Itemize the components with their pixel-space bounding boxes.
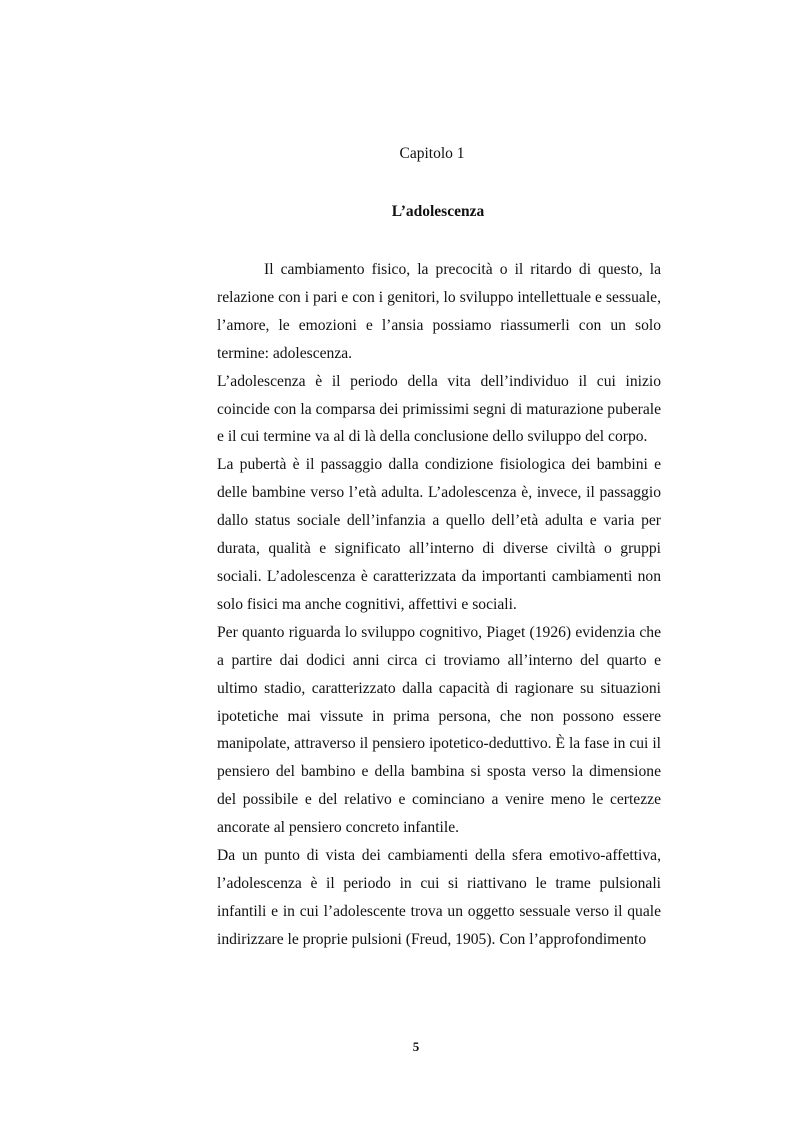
chapter-heading: Capitolo 1 xyxy=(399,145,465,162)
page-number: 5 xyxy=(412,1039,420,1054)
paragraph: Per quanto riguarda lo sviluppo cognitivo, Piaget (1926) evidenzia che a partire dai dodici anni circa ci troviamo all’interno del quarto e ultimo stadio, caratterizzato dalla capacità di ragionare su situazioni ipotetiche mai vissute in prima persona, che non possono essere manipolate, attraverso il pensiero ipotetico-deduttivo. È la fase in cui il pensiero del bambino e della bambina si sposta verso la dimensione del possibile e del relativo e cominciano a venire meno le certezze ancorate al pensiero concreto infantile. xyxy=(217,623,661,837)
paragraph: Il cambiamento fisico, la precocità o il ritardo di questo, la relazione con i pari e con i genitori, lo sviluppo intellettuale e sessuale, l’amore, le emozioni e l’ansia possiamo riassumerli con un solo termine: adolescenza. xyxy=(217,261,661,362)
paragraph: L’adolescenza è il periodo della vita dell’individuo il cui inizio coincide con la comparsa dei primissimi segni di maturazione puberale e il cui termine va al di là della conclusione dello sviluppo del corpo. xyxy=(217,372,661,446)
body-text xyxy=(217,256,661,954)
chapter-title: L’adolescenza xyxy=(391,203,485,220)
paragraph: Da un punto di vista dei cambiamenti della sfera emotivo-affettiva, l’adolescenza è il periodo in cui si riattivano le trame pulsionali infantili e in cui l’adolescente trova un oggetto sessuale verso il quale indirizzare le proprie pulsioni (Freud, 1905). Con l’approfondimento xyxy=(217,847,661,948)
paragraph: La pubertà è il passaggio dalla condizione fisiologica dei bambini e delle bambine verso l’età adulta. L’adolescenza è, invece, il passaggio dallo status sociale dell’infanzia a quello dell’età adulta e varia per durata, qualità e significato all’interno di diverse civiltà o gruppi sociali. L’adolescenza è caratterizzata da importanti cambiamenti non solo fisici ma anche cognitivi, affettivi e sociali. xyxy=(217,456,661,613)
